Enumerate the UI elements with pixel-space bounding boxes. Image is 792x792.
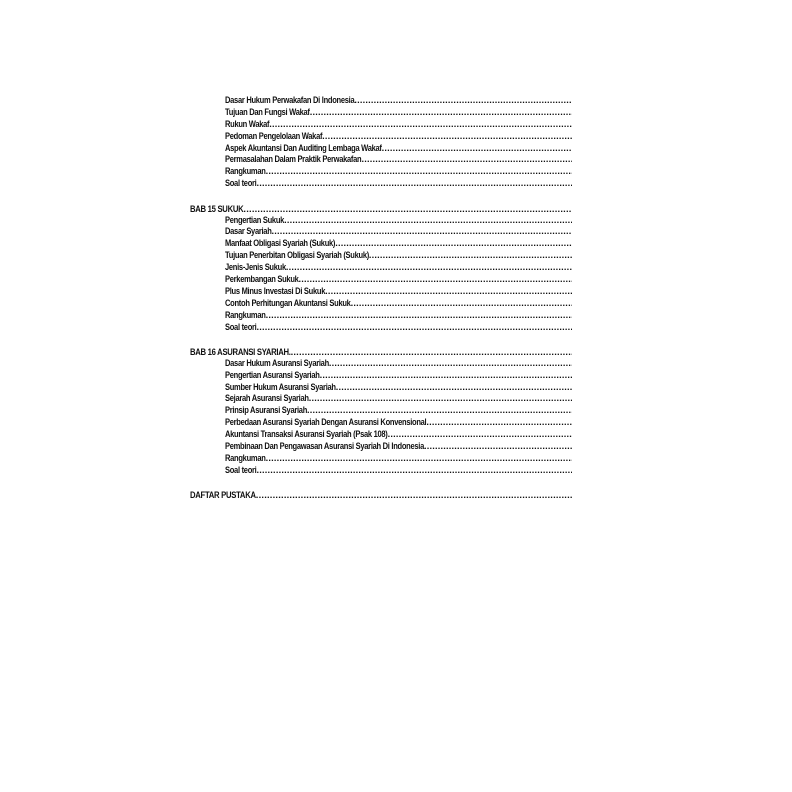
chapter-title: BAB 16 ASURANSI SYARIAH.	[190, 345, 291, 357]
toc-entry	[190, 262, 572, 274]
dot-leader	[388, 429, 572, 441]
dot-leader	[307, 405, 572, 417]
toc-entry-label: Pengertian Asuransi Syariah	[225, 369, 320, 380]
dot-leader	[284, 215, 572, 227]
toc-entry	[190, 119, 572, 131]
toc-entry-label: Rangkuman	[225, 452, 266, 463]
dot-leader	[424, 441, 572, 453]
toc-entry-label: Pembinaan Dan Pengawasan Asuransi Syariah Di Indonesia	[225, 441, 425, 452]
toc-entry	[190, 95, 572, 107]
toc-entry	[190, 178, 572, 190]
toc-entry-label: Sumber Hukum Asuransi Syariah	[225, 381, 336, 392]
dot-leader	[291, 346, 572, 358]
section-gap	[190, 190, 572, 203]
toc-entry-label: Akuntansi Transaksi Asuransi Syariah (Psak 108)	[225, 429, 388, 440]
toc-entry	[190, 143, 572, 155]
dot-leader	[256, 489, 572, 501]
toc-entry-label: Manfaat Obligasi Syariah (Sukuk)	[225, 238, 336, 249]
bibliography-heading	[190, 489, 572, 501]
toc-entry-label: Dasar Hukum Asuransi Syariah	[225, 357, 329, 368]
dot-leader	[351, 298, 572, 310]
dot-leader	[266, 310, 572, 322]
chapter-heading-bab16	[190, 346, 572, 358]
toc-entry-label: Rukun Wakaf	[225, 118, 270, 129]
dot-leader	[257, 322, 572, 334]
toc-entry-label: Soal teori	[225, 178, 257, 189]
toc-entry	[190, 358, 572, 370]
dot-leader	[286, 262, 572, 274]
toc-entry	[190, 238, 572, 250]
toc-entry-label: Tujuan Dan Fungsi Wakaf	[225, 106, 310, 117]
toc-entry	[190, 107, 572, 119]
toc-entry-label: Contoh Perhitungan Akuntansi Sukuk	[225, 297, 351, 308]
toc-entry-label: Soal teori	[225, 464, 257, 475]
dot-leader	[322, 131, 572, 143]
chapter-heading-bab15	[190, 203, 572, 215]
toc-entry	[190, 226, 572, 238]
toc-entry	[190, 274, 572, 286]
dot-leader	[329, 358, 572, 370]
toc-entry	[190, 286, 572, 298]
toc-entry-label: Tujuan Penerbitan Obligasi Syariah (Sukuk)	[225, 250, 369, 261]
section-gap	[190, 333, 572, 346]
toc-entry-label: Plus Minus Investasi Di Sukuk	[225, 285, 326, 296]
dot-leader	[354, 95, 572, 107]
dot-leader	[266, 166, 572, 178]
toc-entry-label: Soal teori	[225, 321, 257, 332]
dot-leader	[299, 274, 572, 286]
dot-leader	[272, 226, 573, 238]
toc-entry	[190, 417, 572, 429]
toc-entry-label: Rangkuman	[225, 309, 266, 320]
toc-entry-label: Permasalahan Dalam Praktik Perwakafan	[225, 154, 362, 165]
dot-leader	[257, 178, 572, 190]
dot-leader	[310, 107, 572, 119]
toc-entry	[190, 465, 572, 477]
toc-entry-label: Dasar Syariah	[225, 226, 272, 237]
toc-entry	[190, 166, 572, 178]
toc-entry	[190, 131, 572, 143]
toc-entry-label: Dasar Hukum Perwakafan Di Indonesia	[225, 95, 355, 105]
toc-entry	[190, 370, 572, 382]
toc-entry-label: Sejarah Asuransi Syariah	[225, 393, 309, 404]
dot-leader	[336, 382, 572, 394]
bibliography-title: DAFTAR PUSTAKA	[190, 489, 256, 501]
dot-leader	[369, 250, 572, 262]
toc-entry	[190, 405, 572, 417]
toc-entry-label: Jenis-Jenis Sukuk	[225, 262, 286, 273]
toc-entry	[190, 382, 572, 394]
toc-entry-label: Pengertian Sukuk	[225, 214, 285, 225]
dot-leader	[269, 119, 572, 131]
dot-leader	[382, 143, 572, 155]
dot-leader	[309, 393, 572, 405]
toc-entry	[190, 154, 572, 166]
dot-leader	[320, 370, 572, 382]
toc-entry-label: Perbedaan Asuransi Syariah Dengan Asuransi Konvensional	[225, 417, 427, 428]
toc-entry	[190, 429, 572, 441]
toc-entry	[190, 215, 572, 227]
dot-leader	[325, 286, 572, 298]
dot-leader	[266, 453, 572, 465]
toc-entry	[190, 310, 572, 322]
dot-leader	[426, 417, 572, 429]
toc-entry	[190, 441, 572, 453]
toc-entry-label: Rangkuman	[225, 166, 266, 177]
toc-entry	[190, 453, 572, 465]
section-gap	[190, 477, 572, 490]
chapter-title: BAB 15 SUKUK	[190, 202, 244, 214]
toc-entry	[190, 250, 572, 262]
dot-leader	[257, 465, 572, 477]
toc-entry-label: Aspek Akuntansi Dan Auditing Lembaga Wakaf	[225, 142, 382, 153]
dot-leader	[335, 238, 572, 250]
dot-leader	[243, 203, 572, 215]
dot-leader	[361, 154, 572, 166]
toc-entry-label: Prinsip Asuransi Syariah	[225, 405, 308, 416]
table-of-contents	[190, 95, 572, 501]
toc-entry	[190, 298, 572, 310]
toc-entry-label: Pedoman Pengelolaan Wakaf	[225, 130, 323, 141]
toc-entry	[190, 393, 572, 405]
toc-entry-label: Perkembangan Sukuk	[225, 273, 299, 284]
toc-entry	[190, 322, 572, 334]
